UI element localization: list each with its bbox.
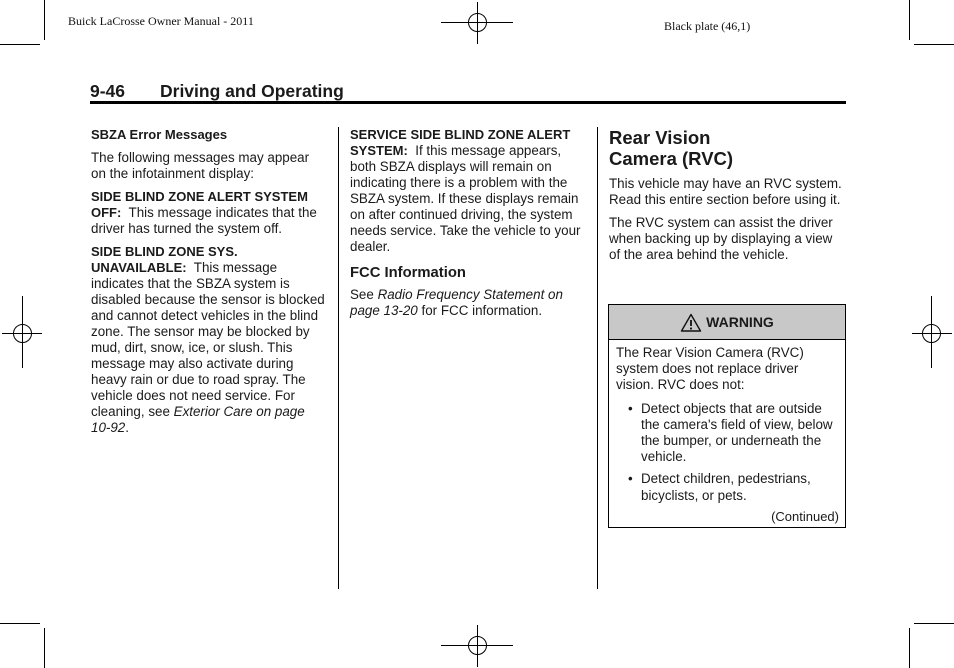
fcc-see: See — [350, 287, 374, 302]
message-text: If this message appears, both SBZA displays will remain on indicating there is a problem with the SBZA system. If these displays remain on after continued driving, the system needs service. Take the vehicle to your dealer. — [350, 143, 581, 254]
crop-mark — [914, 623, 954, 624]
crop-mark — [0, 623, 40, 624]
rvc-heading — [609, 127, 845, 169]
list-item-text: Detect children, pedestrians, bicyclists, or pets. — [641, 471, 811, 503]
fcc-paragraph — [350, 287, 586, 319]
cross-reference-link[interactable]: Radio Frequency Statement on page 13-20 — [350, 287, 563, 318]
column-1 — [91, 127, 327, 443]
list-item — [628, 400, 840, 466]
message-text: This message indicates that the driver has turned the system off. — [91, 205, 317, 236]
message-entry — [350, 127, 586, 255]
bullet-icon: • — [628, 471, 633, 487]
bullet-icon: • — [628, 400, 633, 416]
warning-intro: The Rear Vision Camera (RVC) system does not replace driver vision. RVC does not: — [616, 345, 804, 393]
message-entry — [91, 189, 327, 237]
crop-mark — [44, 0, 45, 40]
message-term: SERVICE SIDE BLIND ZONE ALERT SYSTEM: — [350, 127, 571, 158]
column-3 — [609, 127, 845, 270]
cross-reference-link[interactable]: Exterior Care on page 10-92 — [91, 404, 305, 435]
page-number: 9-46 — [90, 81, 126, 101]
crop-mark — [0, 44, 40, 45]
rvc-heading-line: Rear Vision — [609, 127, 711, 148]
warning-box — [608, 304, 846, 528]
section-title: Driving and Operating — [160, 81, 344, 101]
warning-list — [616, 401, 840, 504]
message-term: SIDE BLIND ZONE ALERT SYSTEM OFF: — [91, 189, 308, 220]
crop-mark — [44, 628, 45, 668]
header-rule — [90, 101, 846, 104]
list-item — [628, 471, 840, 503]
crop-mark — [909, 628, 910, 668]
crop-mark — [909, 0, 910, 40]
message-entry — [91, 244, 327, 436]
warning-body — [616, 345, 840, 510]
fcc-heading: FCC Information — [350, 265, 466, 281]
column-divider — [597, 127, 598, 589]
list-item-text: Detect objects that are outside the camera's field of view, below the bumper, or underneath the vehicle. — [641, 400, 833, 465]
sbza-heading: SBZA Error Messages — [91, 127, 228, 142]
column-2 — [350, 127, 586, 326]
crop-mark — [914, 44, 954, 45]
rvc-heading-line: Camera (RVC) — [609, 148, 734, 169]
message-text: This message indicates that the SBZA system is disabled because the sensor is blocked and cannot detect vehicles in the blind zone. The sensor may be blocked by mud, dirt, snow, ice, or slush. This message may also activate during heavy rain or due to road spray. The vehicle does not need service. For cleaning, see — [91, 260, 325, 419]
rvc-paragraph: This vehicle may have an RVC system. Read this entire section before using it. — [609, 176, 842, 207]
fcc-end: for FCC information. — [421, 303, 543, 318]
warning-label: WARNING — [706, 314, 774, 330]
punctuation: . — [125, 420, 129, 435]
warning-triangle-icon — [680, 313, 702, 332]
column-divider — [338, 127, 339, 589]
message-term: SIDE BLIND ZONE SYS. UNAVAILABLE: — [91, 244, 238, 275]
warning-header — [609, 305, 845, 340]
running-header-left: Buick LaCrosse Owner Manual - 2011 — [68, 14, 254, 28]
running-header-right: Black plate (46,1) — [664, 19, 751, 33]
sbza-intro: The following messages may appear on the infotainment display: — [91, 150, 310, 181]
continued-label: (Continued) — [771, 509, 839, 524]
rvc-paragraph: The RVC system can assist the driver when backing up by displaying a view of the area behind the vehicle. — [609, 215, 833, 262]
